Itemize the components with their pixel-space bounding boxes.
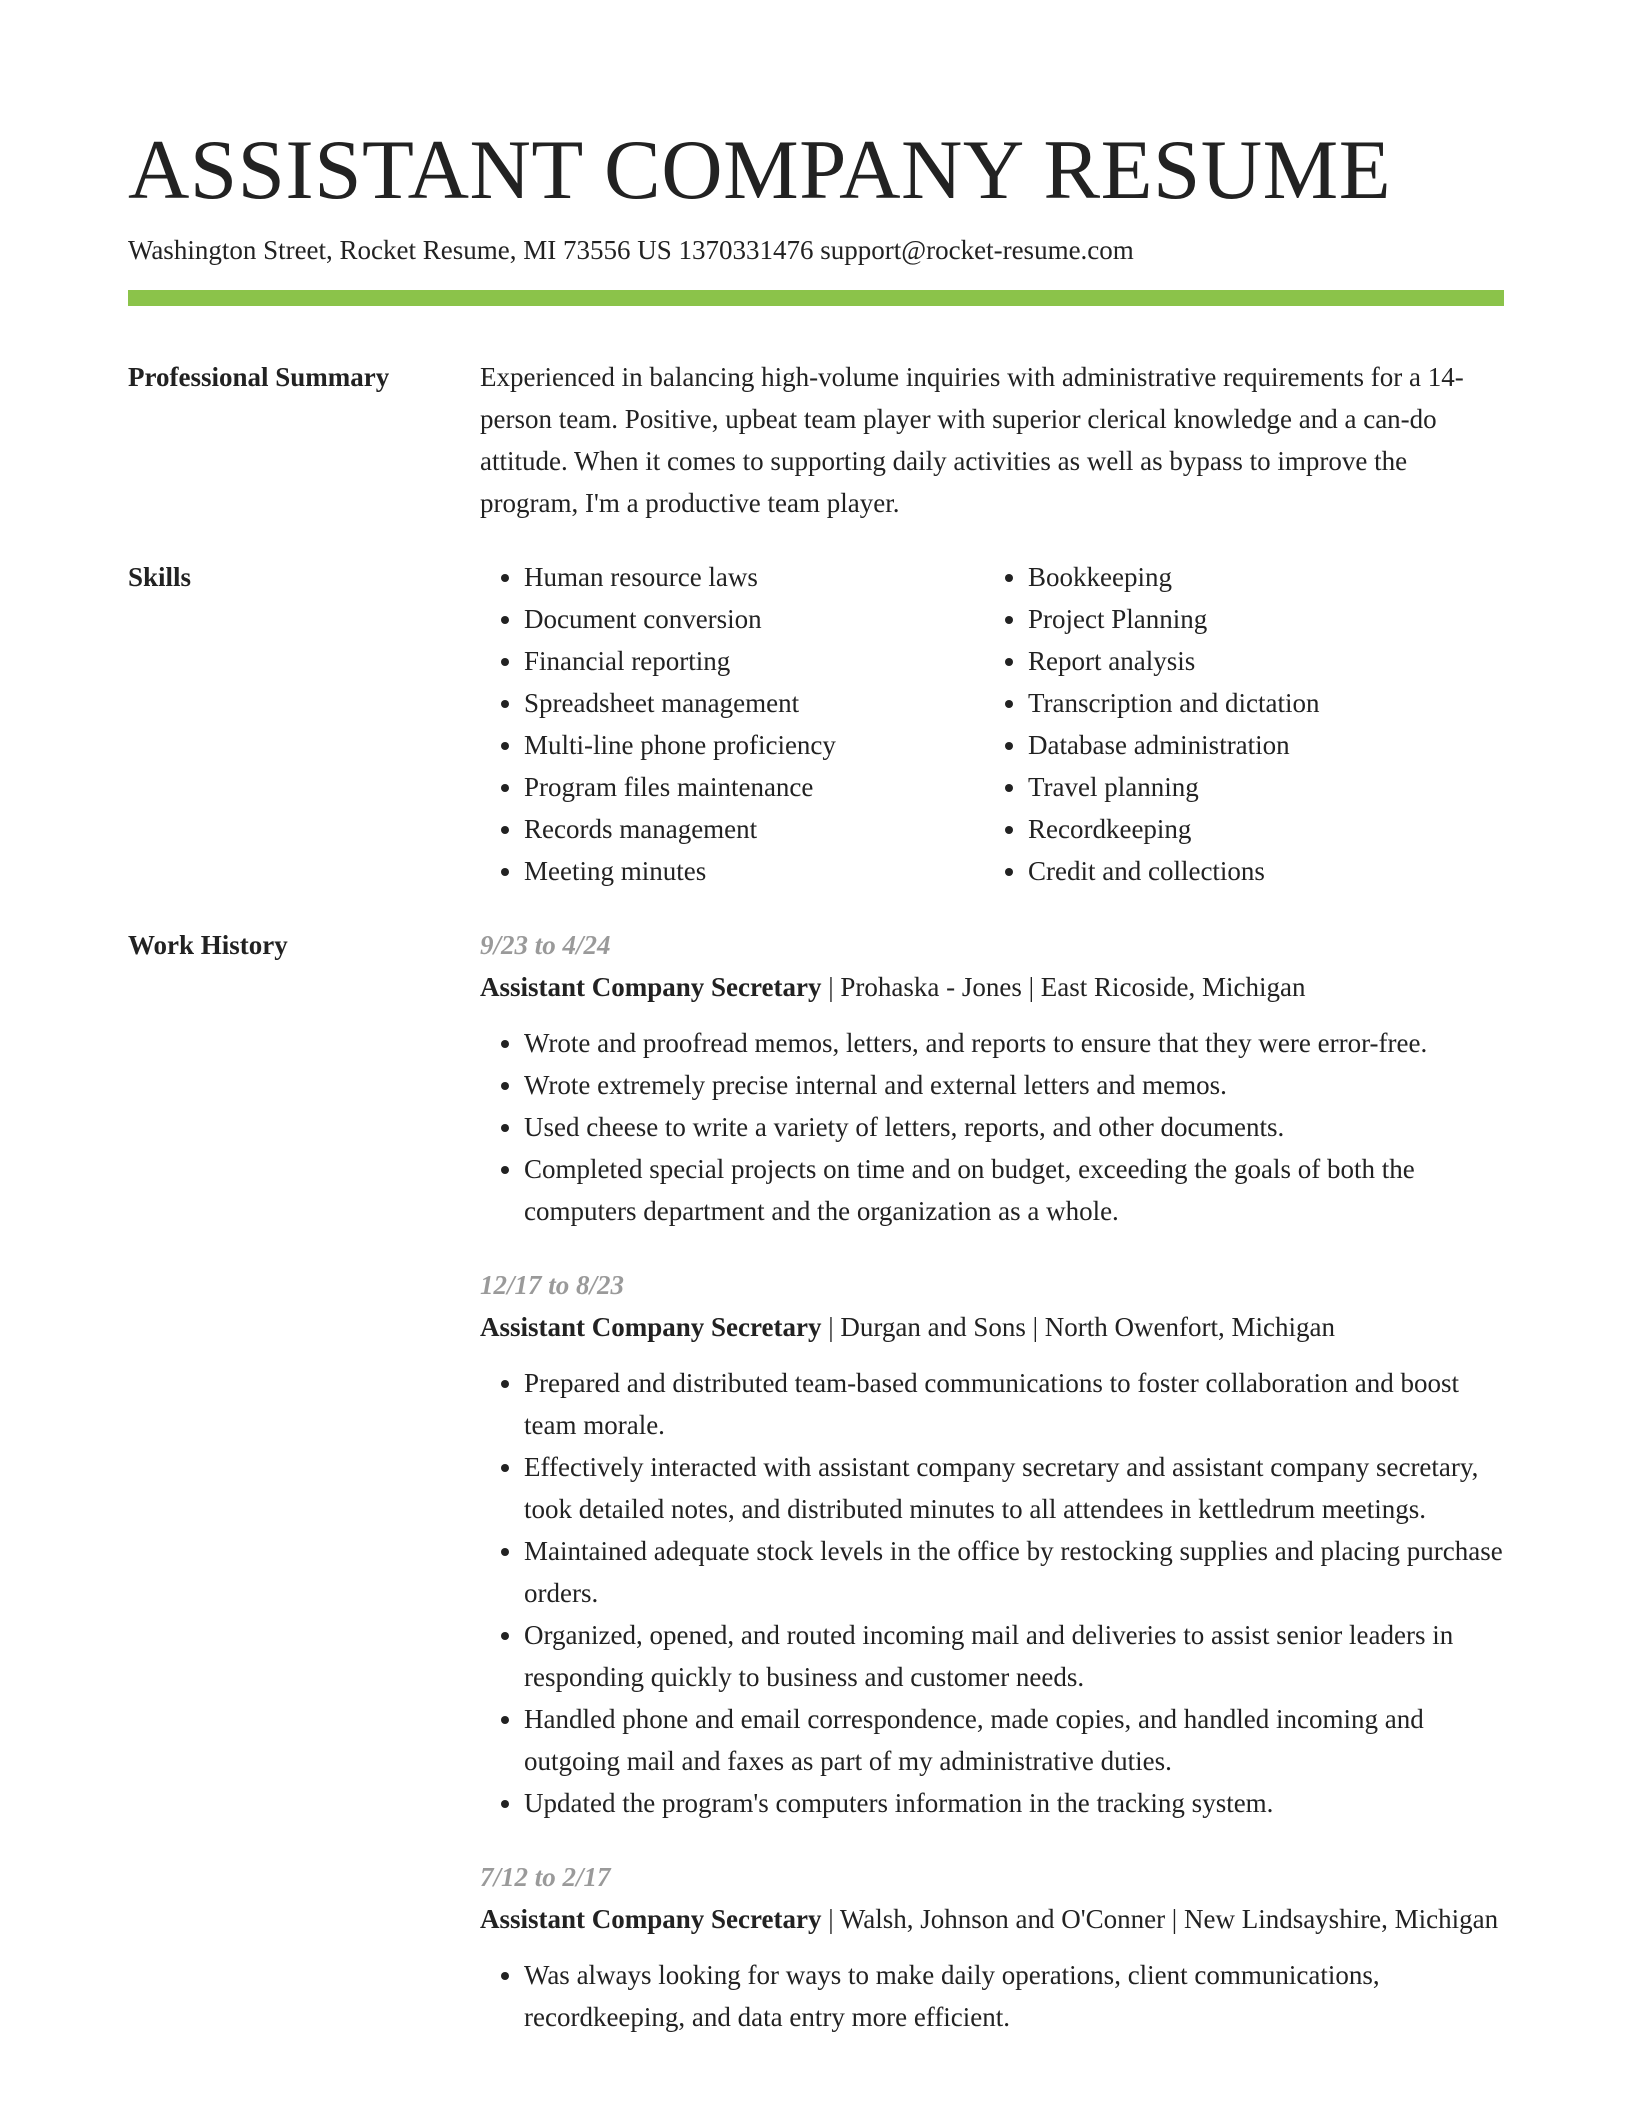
skill-item: • Bookkeeping <box>1028 556 1488 598</box>
job-bullet-list <box>480 1022 1504 1232</box>
skill-item: • Database administration <box>1028 724 1488 766</box>
summary-section <box>128 356 1504 524</box>
job-bullet: • Handled phone and email correspondence, made copies, and handled incoming and outgoing mail and faxes as part of my administrative duties. <box>524 1698 1504 1782</box>
job-dates: 12/17 to 8/23 <box>480 1270 625 1300</box>
accent-divider <box>128 290 1504 306</box>
job-title-line <box>480 1306 1504 1348</box>
skill-item: • Project Planning <box>1028 598 1488 640</box>
job-bullet: • Completed special projects on time and on budget, exceeding the goals of both the computers department and the organization as a whole. <box>524 1148 1504 1232</box>
job-role: Assistant Company Secretary <box>480 972 822 1002</box>
job-bullet: • Wrote extremely precise internal and external letters and memos. <box>524 1064 1504 1106</box>
skill-item: • Transcription and dictation <box>1028 682 1488 724</box>
job-bullet: • Was always looking for ways to make daily operations, client communications, recordkeeping, and data entry more efficient. <box>524 1954 1504 2038</box>
job-bullet: • Organized, opened, and routed incoming mail and deliveries to assist senior leaders in responding quickly to business and customer needs. <box>524 1614 1504 1698</box>
job-title-line <box>480 966 1504 1008</box>
job-entry <box>480 1856 1504 2038</box>
contact-line: Washington Street, Rocket Resume, MI 73556 US 1370331476 support@rocket-resume.com <box>128 235 1134 265</box>
skill-item: • Program files maintenance <box>524 766 984 808</box>
skill-item: • Document conversion <box>524 598 984 640</box>
skill-item: • Records management <box>524 808 984 850</box>
skills-section <box>128 556 1504 892</box>
job-bullet: • Prepared and distributed team-based communications to foster collaboration and boost team morale. <box>524 1362 1504 1446</box>
job-bullet: • Updated the program's computers information in the tracking system. <box>524 1782 1504 1824</box>
job-bullet: • Effectively interacted with assistant company secretary and assistant company secretary, took detailed notes, and distributed minutes to all attendees in kettledrum meetings. <box>524 1446 1504 1530</box>
skill-item: • Credit and collections <box>1028 850 1488 892</box>
summary-heading: Professional Summary <box>128 362 390 392</box>
skills-column-right <box>984 556 1488 892</box>
work-history-list <box>480 924 1504 2070</box>
job-bullet-list <box>480 1954 1504 2038</box>
job-role: Assistant Company Secretary <box>480 1312 822 1342</box>
job-bullet: • Maintained adequate stock levels in the office by restocking supplies and placing purchase orders. <box>524 1530 1504 1614</box>
job-employer-location: | Durgan and Sons | North Owenfort, Michigan <box>821 1312 1335 1342</box>
job-employer-location: | Prohaska - Jones | East Ricoside, Michigan <box>821 972 1306 1002</box>
job-entry <box>480 924 1504 1232</box>
job-bullet: • Wrote and proofread memos, letters, and reports to ensure that they were error-free. <box>524 1022 1504 1064</box>
work-history-section <box>128 924 1504 2070</box>
job-dates: 9/23 to 4/24 <box>480 930 611 960</box>
job-entry <box>480 1264 1504 1824</box>
skill-item: • Financial reporting <box>524 640 984 682</box>
skill-item: • Spreadsheet management <box>524 682 984 724</box>
summary-text: Experienced in balancing high-volume inquiries with administrative requirements for a 14-person team. Positive, upbeat team player with superior clerical knowledge and a can-do attitude. When it comes to supporting daily activities as well as bypass to improve the program, I'm a productive team player. <box>480 362 1464 518</box>
skills-column-left <box>480 556 984 892</box>
job-employer-location: | Walsh, Johnson and O'Conner | New Lindsayshire, Michigan <box>821 1904 1499 1934</box>
resume-title: ASSISTANT COMPANY RESUME <box>128 123 1392 217</box>
job-bullet-list <box>480 1362 1504 1824</box>
skill-item: • Report analysis <box>1028 640 1488 682</box>
skill-item: • Meeting minutes <box>524 850 984 892</box>
job-dates: 7/12 to 2/17 <box>480 1862 611 1892</box>
job-role: Assistant Company Secretary <box>480 1904 822 1934</box>
skill-item: • Travel planning <box>1028 766 1488 808</box>
work-history-heading: Work History <box>128 930 288 960</box>
job-bullet: • Used cheese to write a variety of letters, reports, and other documents. <box>524 1106 1504 1148</box>
skill-item: • Multi-line phone proficiency <box>524 724 984 766</box>
skills-heading: Skills <box>128 562 192 592</box>
job-title-line <box>480 1898 1504 1940</box>
skill-item: • Recordkeeping <box>1028 808 1488 850</box>
skills-grid <box>480 556 1504 892</box>
skill-item: • Human resource laws <box>524 556 984 598</box>
